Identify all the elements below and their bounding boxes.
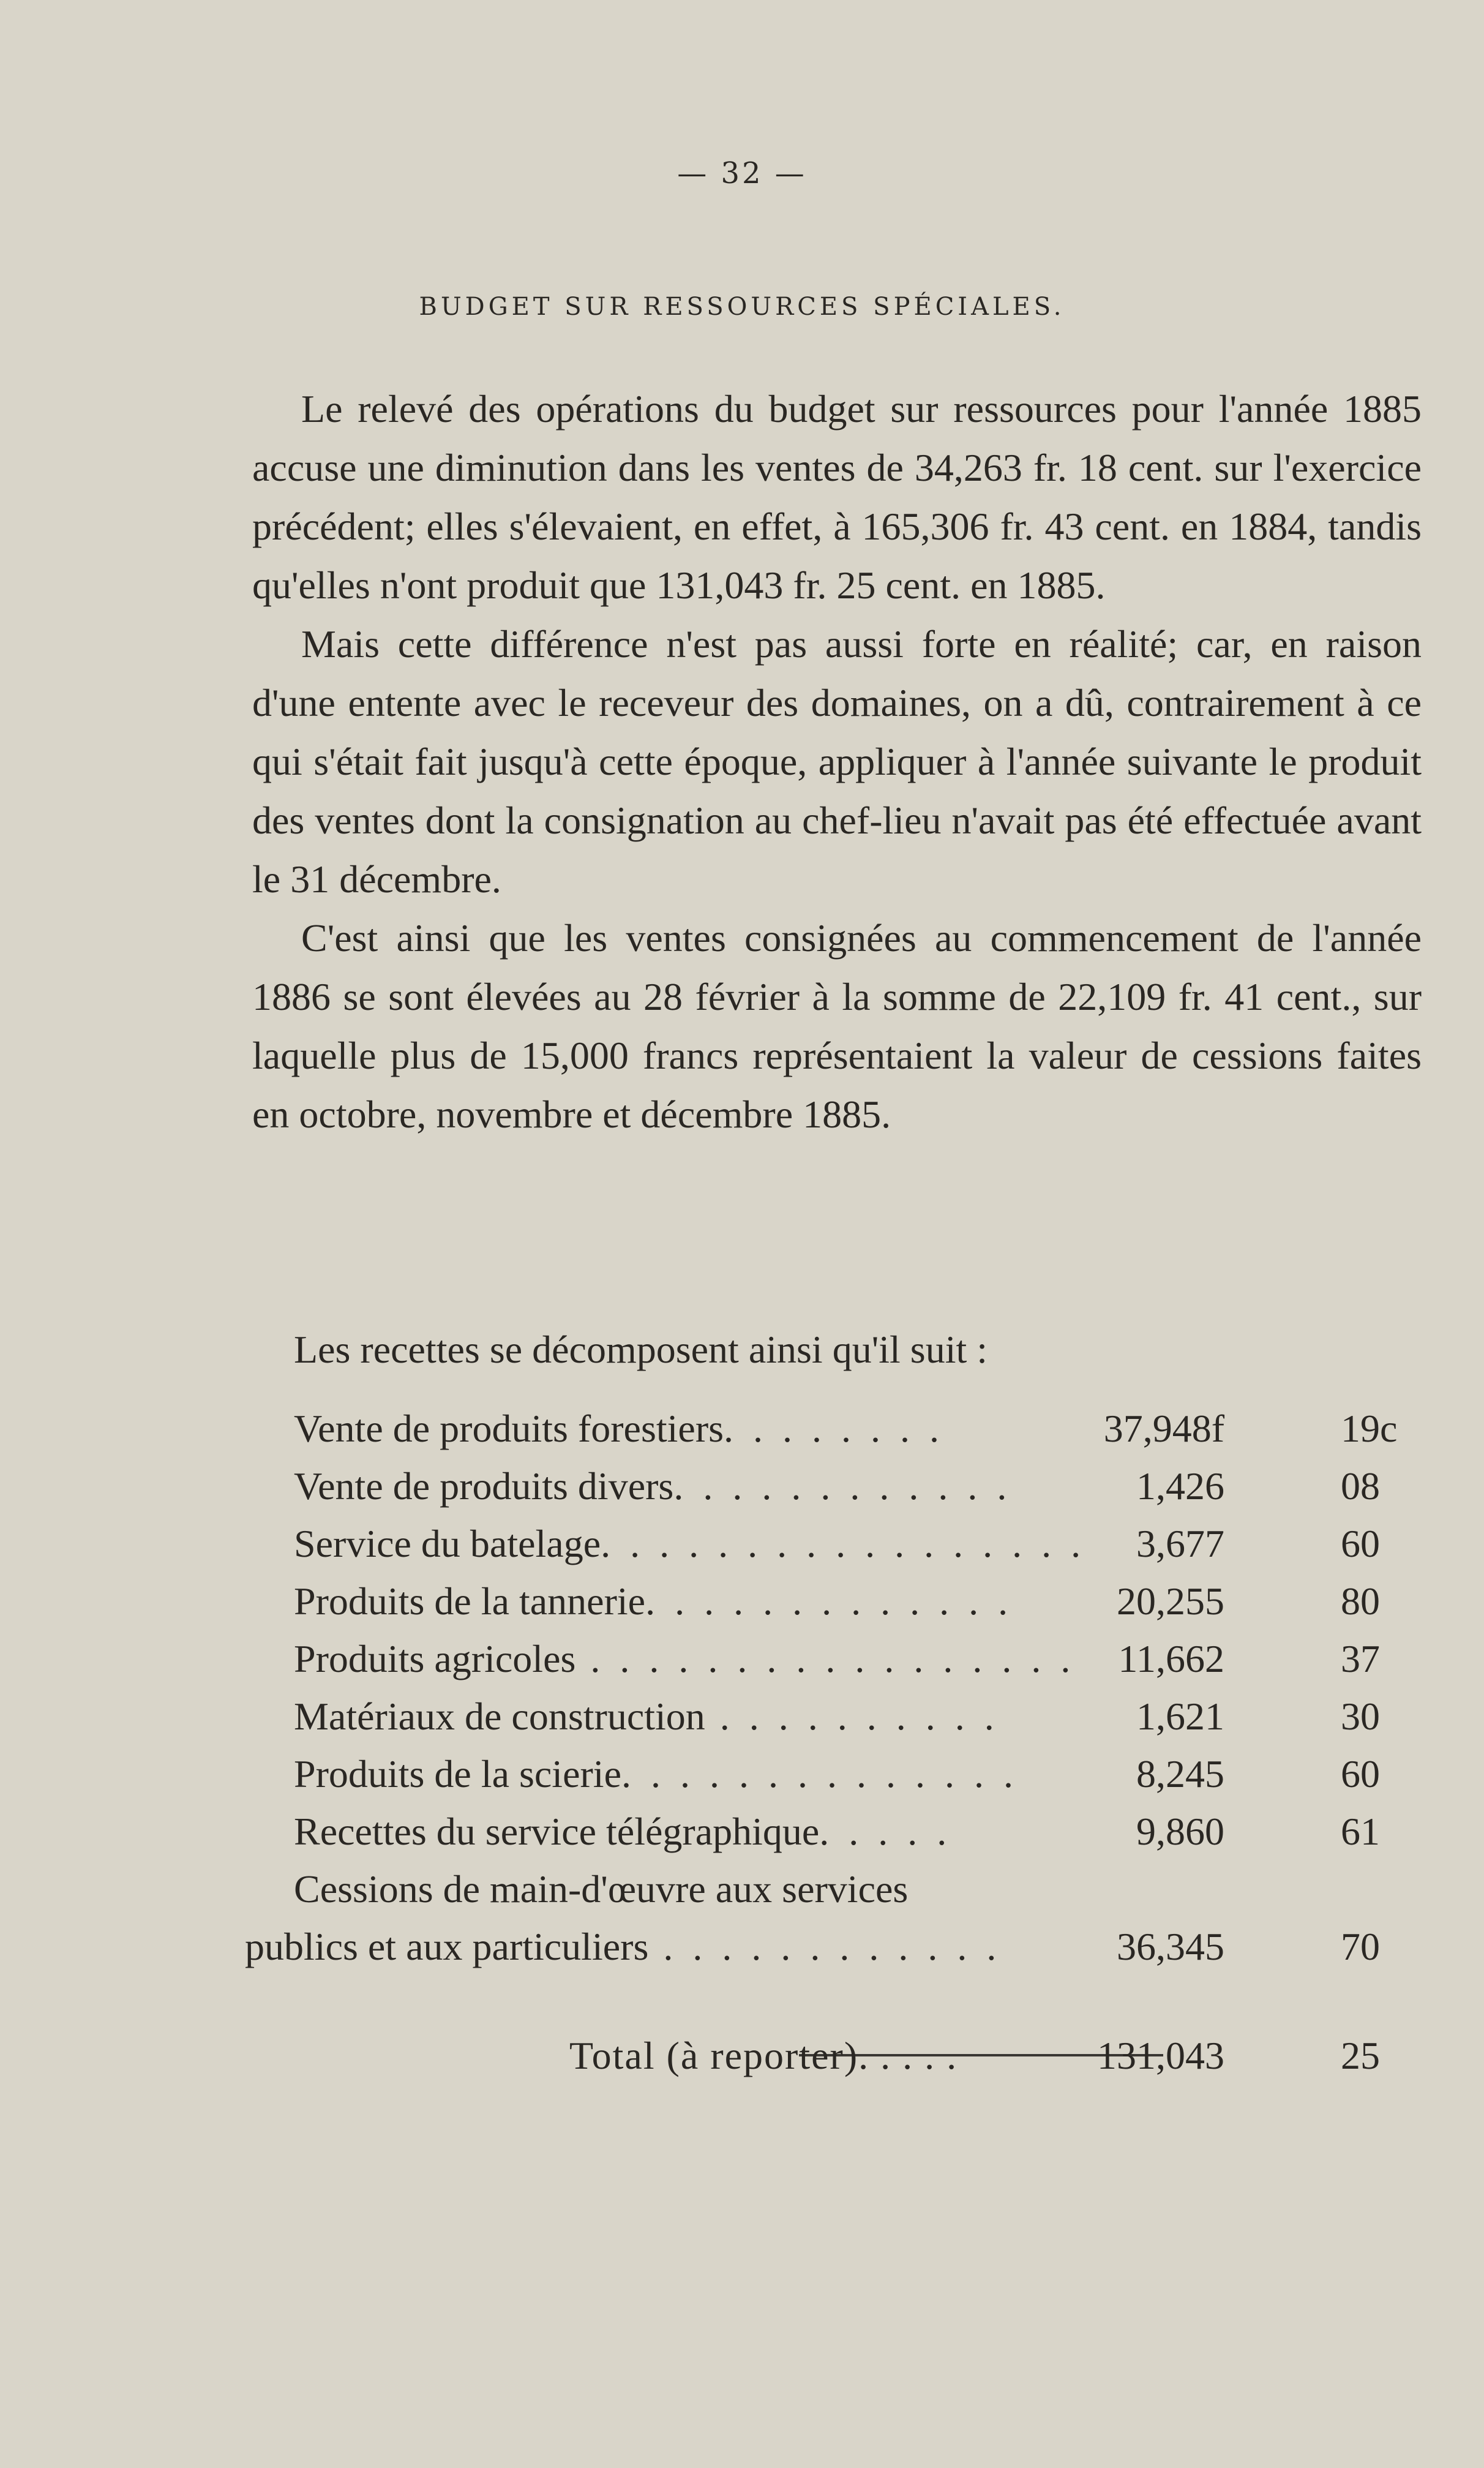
- paragraph: C'est ainsi que les ventes consignées au commencement de l'année 1886 se sont élevées au 28 février à la somme de 22,109 fr. 41 cent., sur laquelle plus de 15,000 francs représentaient la valeur de cessions faites en octobre, novembre et décembre 1885.: [252, 916, 1422, 1136]
- amount-francs: 36,345: [1117, 1925, 1224, 1968]
- page-number: — 32 —: [677, 156, 807, 190]
- amount-francs: 20,255: [1117, 1579, 1224, 1623]
- amount-francs: 1,621: [1136, 1695, 1224, 1738]
- table-row: [245, 1579, 1426, 1636]
- total-row: [245, 2033, 1426, 2092]
- amount-cents: 08: [1341, 1464, 1380, 1508]
- total-cents: 25: [1341, 2034, 1380, 2077]
- row-label: Vente de produits divers. . . . . . . . . . . .: [294, 1464, 1012, 1508]
- row-label: Produits de la tannerie. . . . . . . . . . . . .: [294, 1579, 1013, 1623]
- total-francs: 131,043: [1097, 2034, 1224, 2077]
- total-label: Total (à reporter). . . . .: [569, 2034, 958, 2077]
- table-row: [245, 1694, 1426, 1751]
- receipts-table: [245, 1406, 1426, 1982]
- table-row: [245, 1867, 1426, 1924]
- row-label: Service du batelage. . . . . . . . . . . . . . . . .: [294, 1522, 1086, 1565]
- table-row: [245, 1751, 1426, 1809]
- amount-cents: 37: [1341, 1637, 1380, 1680]
- amount-francs: 37,948f: [1103, 1407, 1224, 1450]
- amount-francs: 1,426: [1136, 1464, 1224, 1508]
- amount-cents: 70: [1341, 1925, 1380, 1968]
- paragraph: Mais cette différence n'est pas aussi forte en réalité; car, en raison d'une entente avec le receveur des domaines, on a dû, contrairement à ce qui s'était fait jusqu'à cette époque, appliquer à l'année suivante le produit des ventes dont la consignation au chef-lieu n'avait pas été effectuée avant le 31 décembre.: [252, 622, 1422, 901]
- amount-cents: 61: [1341, 1810, 1380, 1853]
- row-label: Cessions de main-d'œuvre aux services: [294, 1867, 909, 1911]
- row-label: Matériaux de construction . . . . . . . . . .: [294, 1695, 999, 1738]
- amount-cents: 19c: [1341, 1407, 1398, 1450]
- row-label: Vente de produits forestiers. . . . . . . .: [294, 1407, 945, 1450]
- amount-francs: 8,245: [1136, 1752, 1224, 1796]
- section-heading: BUDGET SUR RESSOURCES SPÉCIALES.: [419, 293, 1065, 321]
- table-row: [245, 1809, 1426, 1867]
- amount-cents: 30: [1341, 1695, 1380, 1738]
- paragraph: Le relevé des opérations du budget sur ressources pour l'année 1885 accuse une diminution dans les ventes de 34,263 fr. 18 cent. sur l'exercice précédent; elles s'élevaient, en effet, à 165,306 fr. 43 cent. en 1884, tandis qu'elles n'ont produit que 131,043 fr. 25 cent. en 1885.: [252, 387, 1422, 607]
- row-label: publics et aux particuliers . . . . . . . . . . . .: [245, 1925, 1002, 1968]
- table-row: [245, 1924, 1426, 1982]
- row-label: Recettes du service télégraphique. . . . .: [294, 1810, 952, 1853]
- table-row: [245, 1464, 1426, 1521]
- amount-francs: 3,677: [1136, 1522, 1224, 1565]
- table-row: [245, 1636, 1426, 1694]
- row-label: Produits de la scierie. . . . . . . . . . . . . .: [294, 1752, 1018, 1796]
- table-row: [245, 1521, 1426, 1579]
- table-row: [245, 1406, 1426, 1464]
- body-text: [252, 380, 1422, 1144]
- row-label: Produits agricoles . . . . . . . . . . . . . . . . .: [294, 1637, 1076, 1680]
- amount-francs: 9,860: [1136, 1810, 1224, 1853]
- amount-francs: 11,662: [1118, 1637, 1224, 1680]
- amount-cents: 60: [1341, 1752, 1380, 1796]
- amount-cents: 80: [1341, 1579, 1380, 1623]
- table-intro: Les recettes se décomposent ainsi qu'il suit :: [294, 1328, 988, 1371]
- amount-cents: 60: [1341, 1522, 1380, 1565]
